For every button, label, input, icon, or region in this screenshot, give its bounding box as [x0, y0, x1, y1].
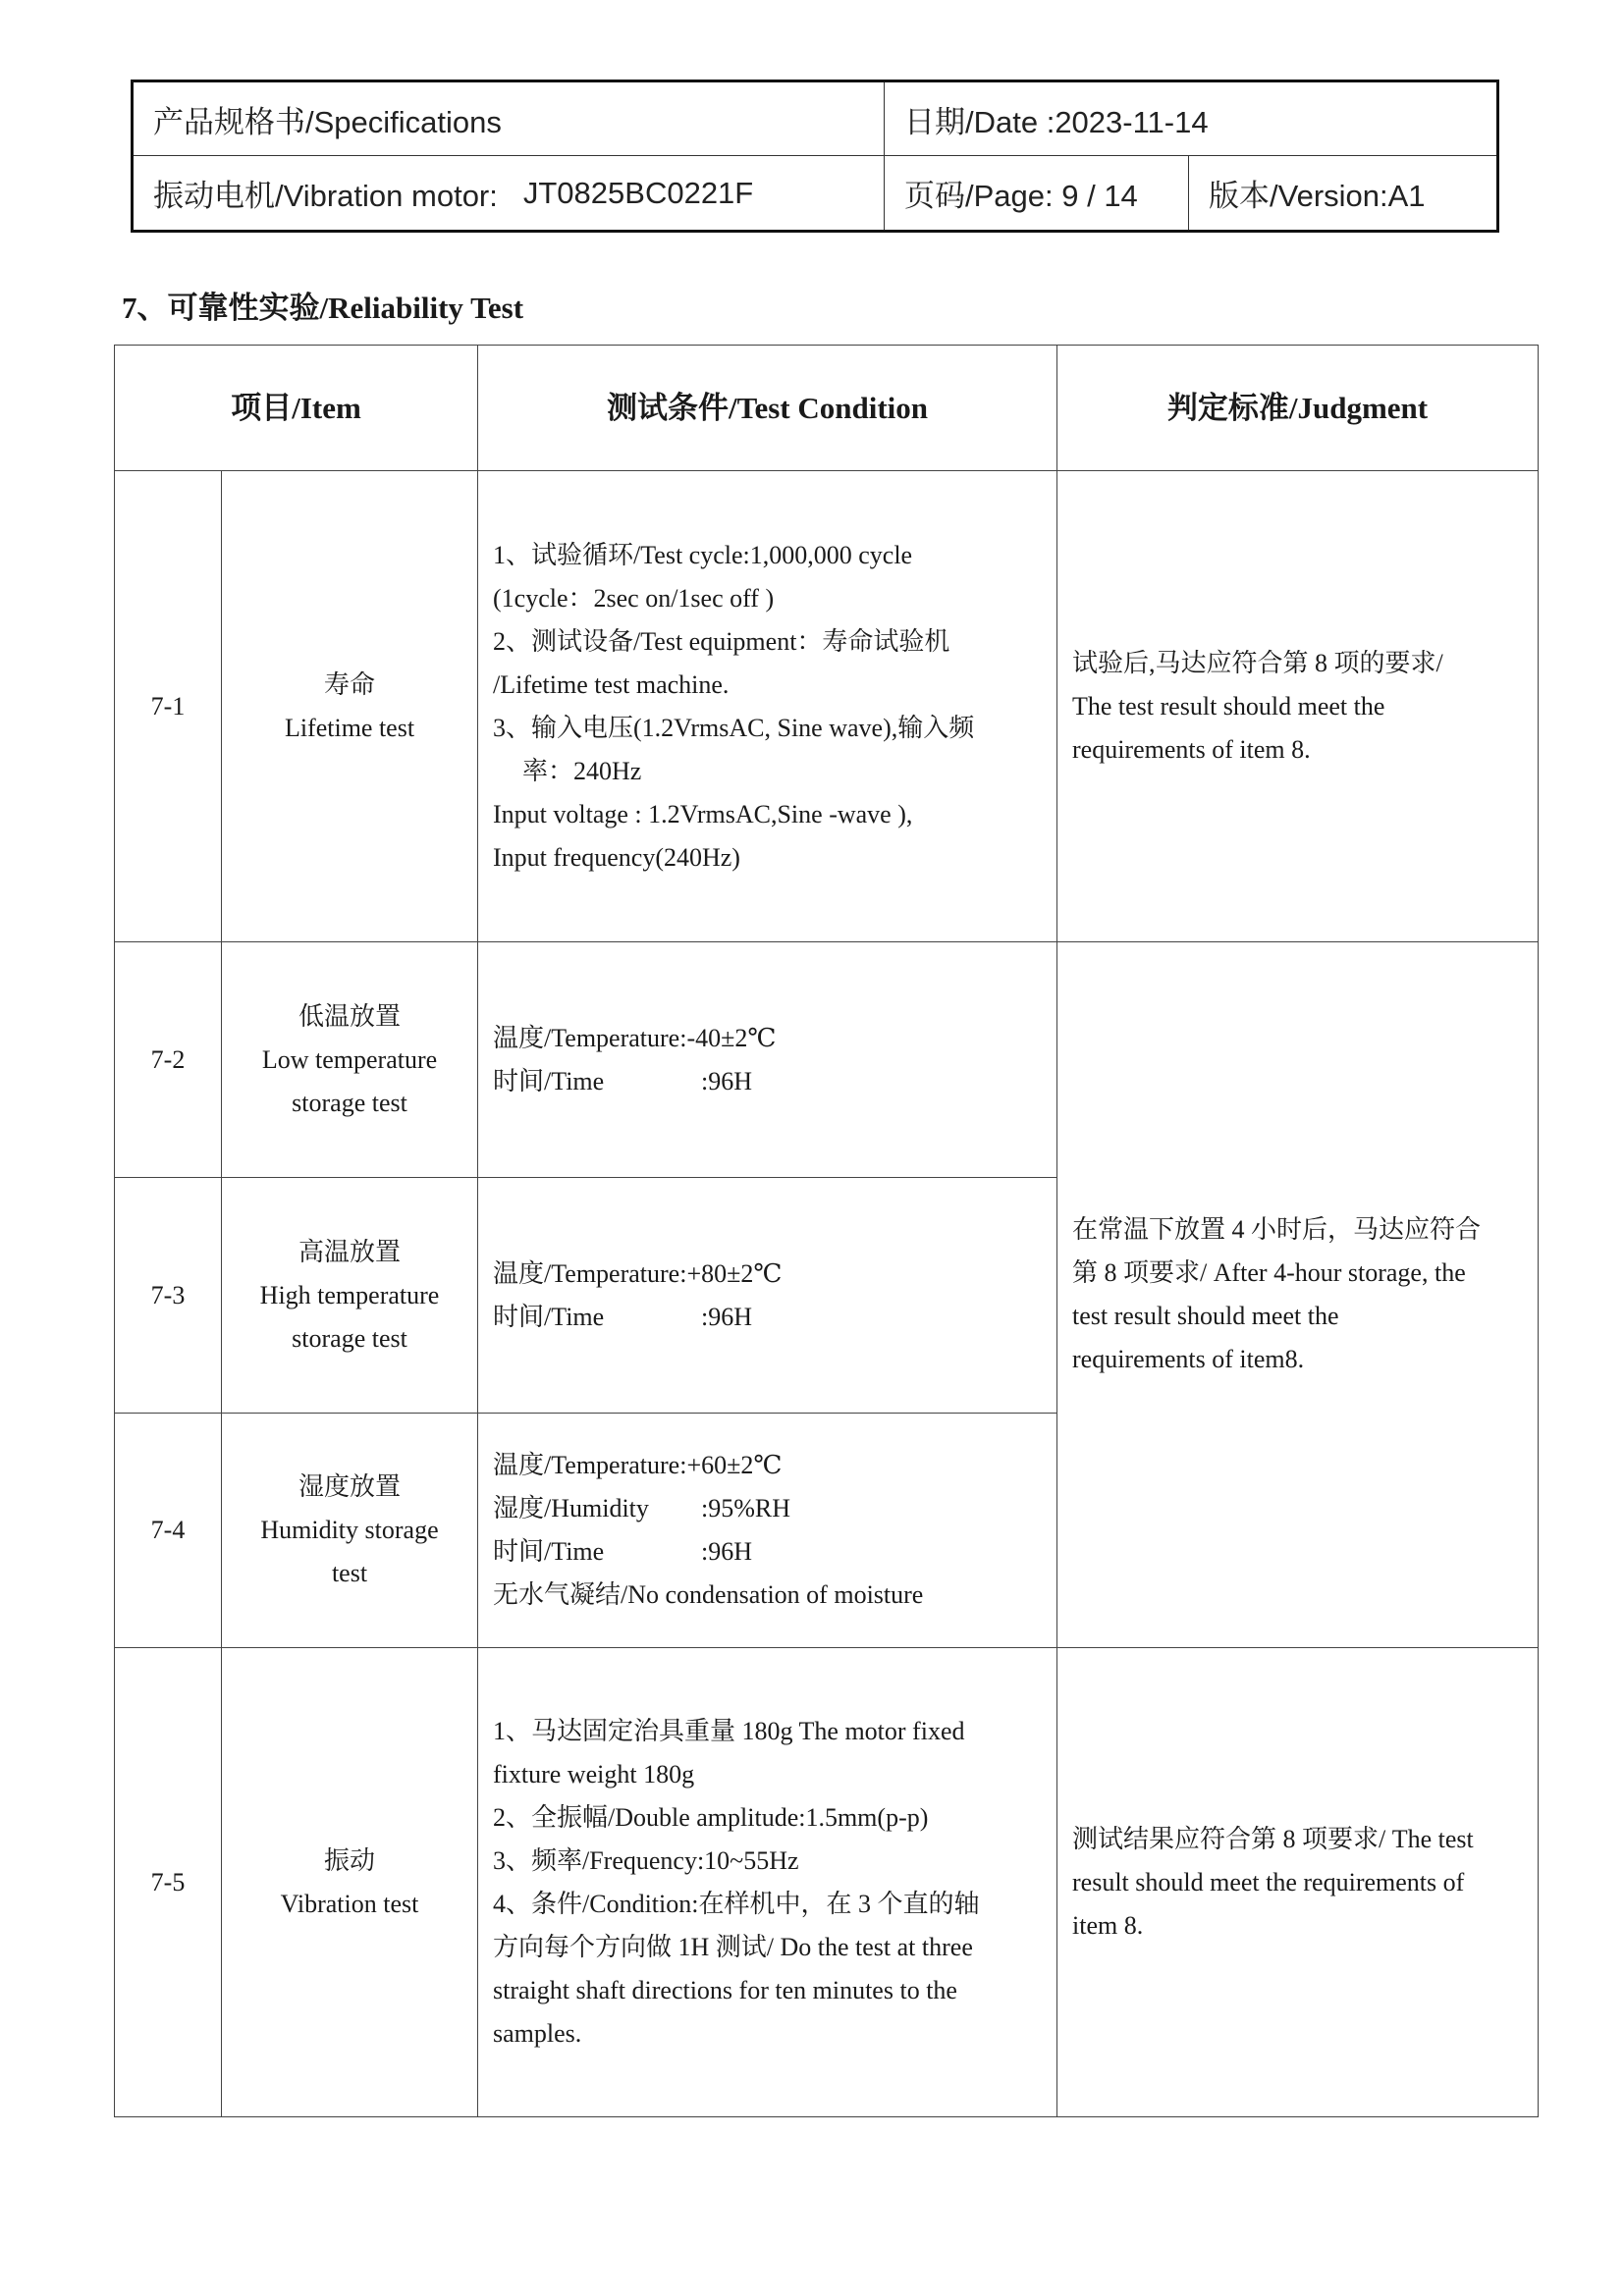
- temperature-value: +80±2℃: [686, 1258, 783, 1288]
- condition-line: 2、全振幅/Double amplitude:1.5mm(p-p): [493, 1802, 929, 1832]
- motor-model-cell: [134, 156, 885, 230]
- time-label: 时间/Time: [493, 1066, 605, 1095]
- time-value: :96H: [701, 1066, 752, 1095]
- time-value: :96H: [701, 1537, 752, 1566]
- table-row: [115, 942, 1539, 1178]
- temperature-value: +60±2℃: [686, 1451, 783, 1479]
- condition-line: (1cycle：2sec on/1sec off ): [493, 583, 775, 613]
- condition-line: Input voltage : 1.2VrmsAC,Sine -wave ),: [493, 799, 913, 828]
- judgment-line: 试验后,马达应符合第 8 项的要求/: [1072, 648, 1443, 677]
- time-label: 时间/Time: [493, 1537, 605, 1566]
- header-judgment: 判定标准/Judgment: [1057, 346, 1539, 471]
- test-name-en: test: [331, 1559, 368, 1587]
- test-name-cn: 振动: [323, 1845, 375, 1875]
- motor-label: 振动电机/Vibration motor:: [153, 179, 498, 213]
- test-condition: [478, 1648, 1057, 2117]
- header-item: 项目/Item: [115, 346, 478, 471]
- shared-judgment: [1057, 942, 1539, 1648]
- condensation-note: 无水气凝结/No condensation of moisture: [493, 1580, 924, 1609]
- condition-line: 2、测试设备/Test equipment：寿命试验机: [493, 626, 950, 656]
- humidity-value: :95%RH: [701, 1494, 790, 1522]
- row-id: 7-3: [115, 1178, 222, 1414]
- test-name-cn: 高温放置: [298, 1237, 401, 1266]
- test-name-en: storage test: [292, 1088, 407, 1117]
- reliability-test-table: [114, 345, 1539, 2117]
- test-name: [222, 942, 478, 1178]
- row-id: 7-2: [115, 942, 222, 1178]
- judgment-line: requirements of item 8.: [1072, 734, 1311, 764]
- test-condition: [478, 942, 1057, 1178]
- condition-line: 1、马达固定治具重量 180g The motor fixed: [493, 1716, 965, 1745]
- condition-line: 3、频率/Frequency:10~55Hz: [493, 1845, 799, 1875]
- table-row: [115, 1648, 1539, 2117]
- temperature-line: [493, 1253, 1045, 1296]
- judgment-line: requirements of item8.: [1072, 1345, 1305, 1373]
- motor-model: JT0825BC0221F: [522, 175, 754, 210]
- test-name-cn: 低温放置: [298, 1001, 401, 1031]
- temperature-label: 温度/Temperature:: [493, 1451, 687, 1479]
- time-label: 时间/Time: [493, 1302, 605, 1331]
- judgment-line: 第 8 项要求/ After 4-hour storage, the: [1072, 1258, 1466, 1287]
- test-name-en: Vibration test: [280, 1889, 419, 1918]
- time-line: [493, 1530, 1045, 1574]
- condition-line: straight shaft directions for ten minutes to the: [493, 1975, 957, 2004]
- test-name-en: Lifetime test: [284, 713, 415, 742]
- test-name-en: Humidity storage: [260, 1516, 439, 1544]
- temperature-line: [493, 1444, 1045, 1487]
- condition-line: 率：240Hz: [522, 756, 642, 785]
- table-row: [115, 471, 1539, 942]
- temperature-value: -40±2℃: [686, 1023, 777, 1052]
- condition-line: 方向每个方向做 1H 测试/ Do the test at three: [493, 1932, 973, 1961]
- humidity-label: 湿度/Humidity: [493, 1494, 649, 1522]
- judgment-line: result should meet the requirements of: [1072, 1867, 1465, 1896]
- judgment: [1057, 1648, 1539, 2117]
- time-line: [493, 1296, 1045, 1339]
- header-condition: 测试条件/Test Condition: [478, 346, 1057, 471]
- row-id: 7-5: [115, 1648, 222, 2117]
- test-condition: [478, 471, 1057, 942]
- condition-line: 3、输入电压(1.2VrmsAC, Sine wave),输入频: [493, 713, 975, 742]
- document-header: [131, 80, 1499, 233]
- row-id: 7-4: [115, 1414, 222, 1648]
- test-name-en: Low temperature: [261, 1044, 438, 1074]
- page-number: 页码/Page: 9 / 14: [885, 156, 1189, 230]
- judgment: [1057, 471, 1539, 942]
- test-condition: [478, 1414, 1057, 1648]
- test-name: [222, 471, 478, 942]
- judgment-line: 在常温下放置 4 小时后，马达应符合: [1072, 1215, 1482, 1244]
- condition-line: 1、试验循环/Test cycle:1,000,000 cycle: [493, 540, 913, 569]
- test-name-en: storage test: [292, 1323, 407, 1353]
- temperature-line: [493, 1017, 1045, 1060]
- judgment-line: The test result should meet the: [1072, 691, 1385, 721]
- version: 版本/Version:A1: [1209, 179, 1426, 213]
- temperature-label: 温度/Temperature:: [493, 1023, 687, 1052]
- time-line: [493, 1060, 1045, 1103]
- condition-line: Input frequency(240Hz): [493, 842, 740, 872]
- test-condition: [478, 1178, 1057, 1414]
- time-value: :96H: [701, 1302, 752, 1331]
- judgment-line: item 8.: [1072, 1910, 1144, 1940]
- test-name-cn: 湿度放置: [298, 1472, 401, 1501]
- spec-title: 产品规格书/Specifications: [134, 82, 885, 156]
- test-name: [222, 1178, 478, 1414]
- humidity-line: [493, 1487, 1045, 1530]
- condition-line: 4、条件/Condition:在样机中，在 3 个直的轴: [493, 1889, 980, 1918]
- test-name-en: High temperature: [259, 1280, 440, 1309]
- judgment-line: test result should meet the: [1072, 1302, 1339, 1330]
- condition-line: /Lifetime test machine.: [493, 669, 730, 699]
- judgment-line: 测试结果应符合第 8 项要求/ The test: [1072, 1824, 1474, 1853]
- test-name: [222, 1648, 478, 2117]
- table-header-row: [115, 346, 1539, 471]
- condition-line: fixture weight 180g: [493, 1759, 695, 1789]
- test-name-cn: 寿命: [323, 669, 375, 699]
- test-name: [222, 1414, 478, 1648]
- condition-line: samples.: [493, 2018, 582, 2048]
- document-date: 日期/Date :2023-11-14: [885, 82, 1496, 156]
- temperature-label: 温度/Temperature:: [493, 1258, 687, 1288]
- row-id: 7-1: [115, 471, 222, 942]
- section-title: 7、可靠性实验/Reliability Test: [122, 291, 524, 325]
